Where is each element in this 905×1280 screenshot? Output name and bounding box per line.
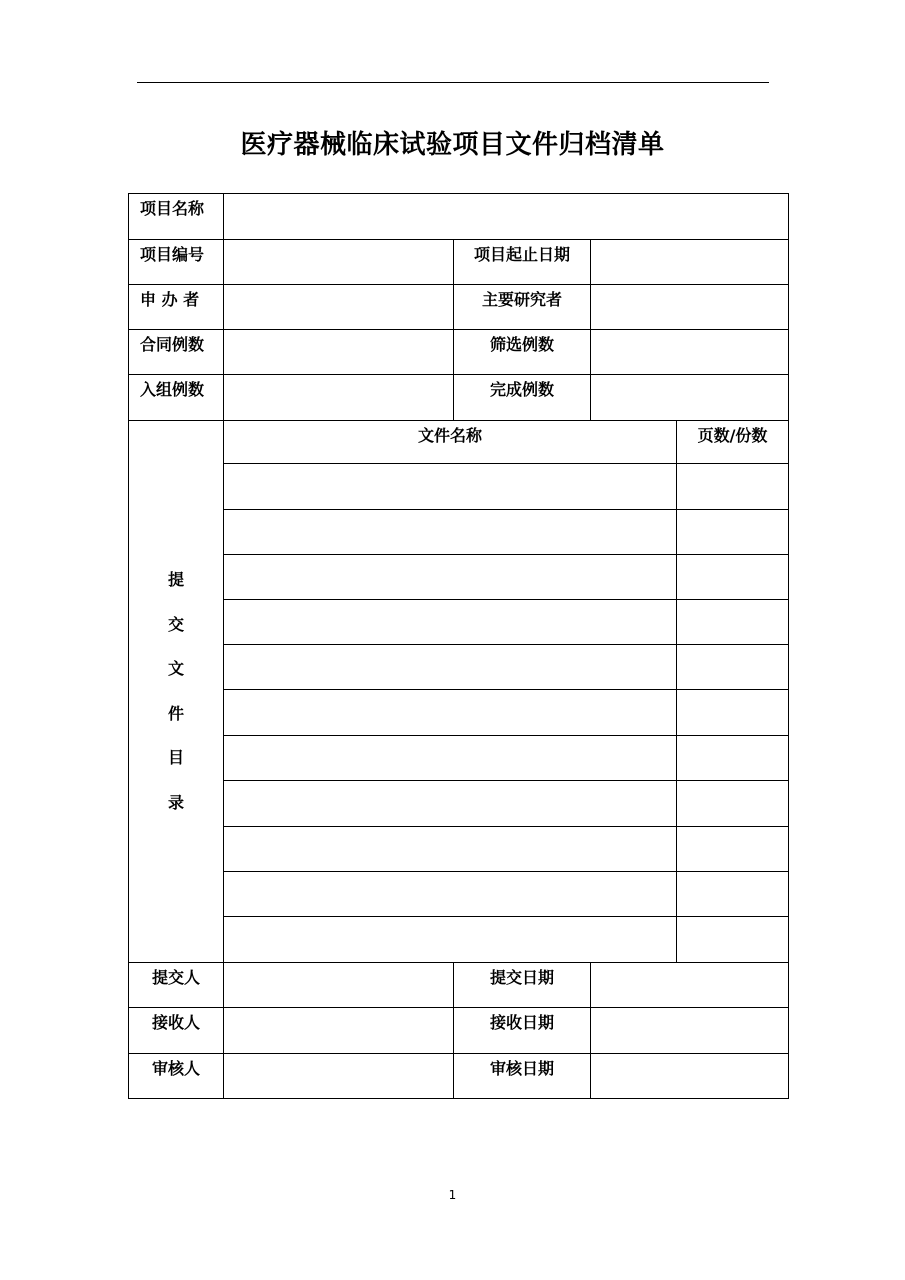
screening-cases-label: 筛选例数 bbox=[454, 330, 591, 375]
document-pages-cell[interactable] bbox=[677, 645, 789, 690]
screening-cases-field[interactable] bbox=[591, 330, 789, 375]
project-number-field[interactable] bbox=[224, 240, 454, 285]
sponsor-field[interactable] bbox=[224, 285, 454, 330]
document-name-cell[interactable] bbox=[224, 827, 677, 872]
side-char: 文 bbox=[167, 659, 184, 678]
documents-header-row bbox=[129, 421, 789, 464]
document-row bbox=[129, 690, 789, 736]
document-name-cell[interactable] bbox=[224, 555, 677, 600]
document-pages-cell[interactable] bbox=[677, 464, 789, 510]
side-char: 件 bbox=[167, 703, 184, 723]
submit-date-label: 提交日期 bbox=[454, 963, 591, 1008]
page-title: 医疗器械临床试验项目文件归档清单 bbox=[240, 130, 665, 160]
side-char: 交 bbox=[167, 614, 184, 634]
project-period-label: 项目起止日期 bbox=[454, 240, 591, 285]
row-submitter bbox=[129, 963, 789, 1008]
document-row bbox=[129, 827, 789, 872]
document-name-cell[interactable] bbox=[224, 917, 677, 963]
documents-side-label bbox=[129, 421, 224, 963]
row-sponsor bbox=[129, 285, 789, 330]
document-pages-cell[interactable] bbox=[677, 827, 789, 872]
document-pages-cell[interactable] bbox=[677, 917, 789, 963]
document-row bbox=[129, 917, 789, 963]
archive-checklist-table bbox=[128, 193, 789, 1099]
submit-date-field[interactable] bbox=[591, 963, 789, 1008]
document-row bbox=[129, 736, 789, 781]
review-date-field[interactable] bbox=[591, 1054, 789, 1099]
side-char: 提 bbox=[167, 570, 184, 589]
document-pages-cell[interactable] bbox=[677, 510, 789, 555]
project-number-label: 项目编号 bbox=[129, 240, 224, 285]
document-name-cell[interactable] bbox=[224, 464, 677, 510]
completed-cases-field[interactable] bbox=[591, 375, 789, 421]
side-char: 录 bbox=[167, 792, 184, 812]
document-name-cell[interactable] bbox=[224, 645, 677, 690]
document-row bbox=[129, 510, 789, 555]
project-period-field[interactable] bbox=[591, 240, 789, 285]
receiver-label: 接收人 bbox=[129, 1008, 224, 1054]
contract-cases-field[interactable] bbox=[224, 330, 454, 375]
review-date-label: 审核日期 bbox=[454, 1054, 591, 1099]
submitter-label: 提交人 bbox=[129, 963, 224, 1008]
document-row bbox=[129, 781, 789, 827]
document-row bbox=[129, 600, 789, 645]
project-name-field[interactable] bbox=[224, 194, 789, 240]
document-name-cell[interactable] bbox=[224, 690, 677, 736]
page-number: 1 bbox=[448, 1188, 457, 1202]
document-pages-cell[interactable] bbox=[677, 872, 789, 917]
document-pages-cell[interactable] bbox=[677, 736, 789, 781]
project-name-label: 项目名称 bbox=[129, 194, 224, 240]
principal-investigator-label: 主要研究者 bbox=[454, 285, 591, 330]
enrolled-cases-field[interactable] bbox=[224, 375, 454, 421]
row-project-number bbox=[129, 240, 789, 285]
receive-date-label: 接收日期 bbox=[454, 1008, 591, 1054]
document-name-cell[interactable] bbox=[224, 600, 677, 645]
principal-investigator-field[interactable] bbox=[591, 285, 789, 330]
reviewer-field[interactable] bbox=[224, 1054, 454, 1099]
document-row bbox=[129, 464, 789, 510]
side-char: 目 bbox=[167, 748, 184, 767]
submitter-field[interactable] bbox=[224, 963, 454, 1008]
document-row bbox=[129, 872, 789, 917]
document-pages-cell[interactable] bbox=[677, 600, 789, 645]
document-name-cell[interactable] bbox=[224, 510, 677, 555]
document-pages-cell[interactable] bbox=[677, 781, 789, 827]
document-name-cell[interactable] bbox=[224, 736, 677, 781]
row-reviewer bbox=[129, 1054, 789, 1099]
reviewer-label: 审核人 bbox=[129, 1054, 224, 1099]
row-contract-cases bbox=[129, 330, 789, 375]
row-project-name bbox=[129, 194, 789, 240]
row-enrolled-cases bbox=[129, 375, 789, 421]
col-header-document-name: 文件名称 bbox=[224, 421, 677, 464]
sponsor-label: 申 办 者 bbox=[129, 285, 224, 330]
enrolled-cases-label: 入组例数 bbox=[129, 375, 224, 421]
document-pages-cell[interactable] bbox=[677, 555, 789, 600]
col-header-pages: 页数/份数 bbox=[677, 421, 789, 464]
header-rule bbox=[137, 82, 769, 83]
row-receiver bbox=[129, 1008, 789, 1054]
document-pages-cell[interactable] bbox=[677, 690, 789, 736]
receive-date-field[interactable] bbox=[591, 1008, 789, 1054]
document-name-cell[interactable] bbox=[224, 872, 677, 917]
completed-cases-label: 完成例数 bbox=[454, 375, 591, 421]
receiver-field[interactable] bbox=[224, 1008, 454, 1054]
document-row bbox=[129, 555, 789, 600]
document-row bbox=[129, 645, 789, 690]
contract-cases-label: 合同例数 bbox=[129, 330, 224, 375]
document-name-cell[interactable] bbox=[224, 781, 677, 827]
